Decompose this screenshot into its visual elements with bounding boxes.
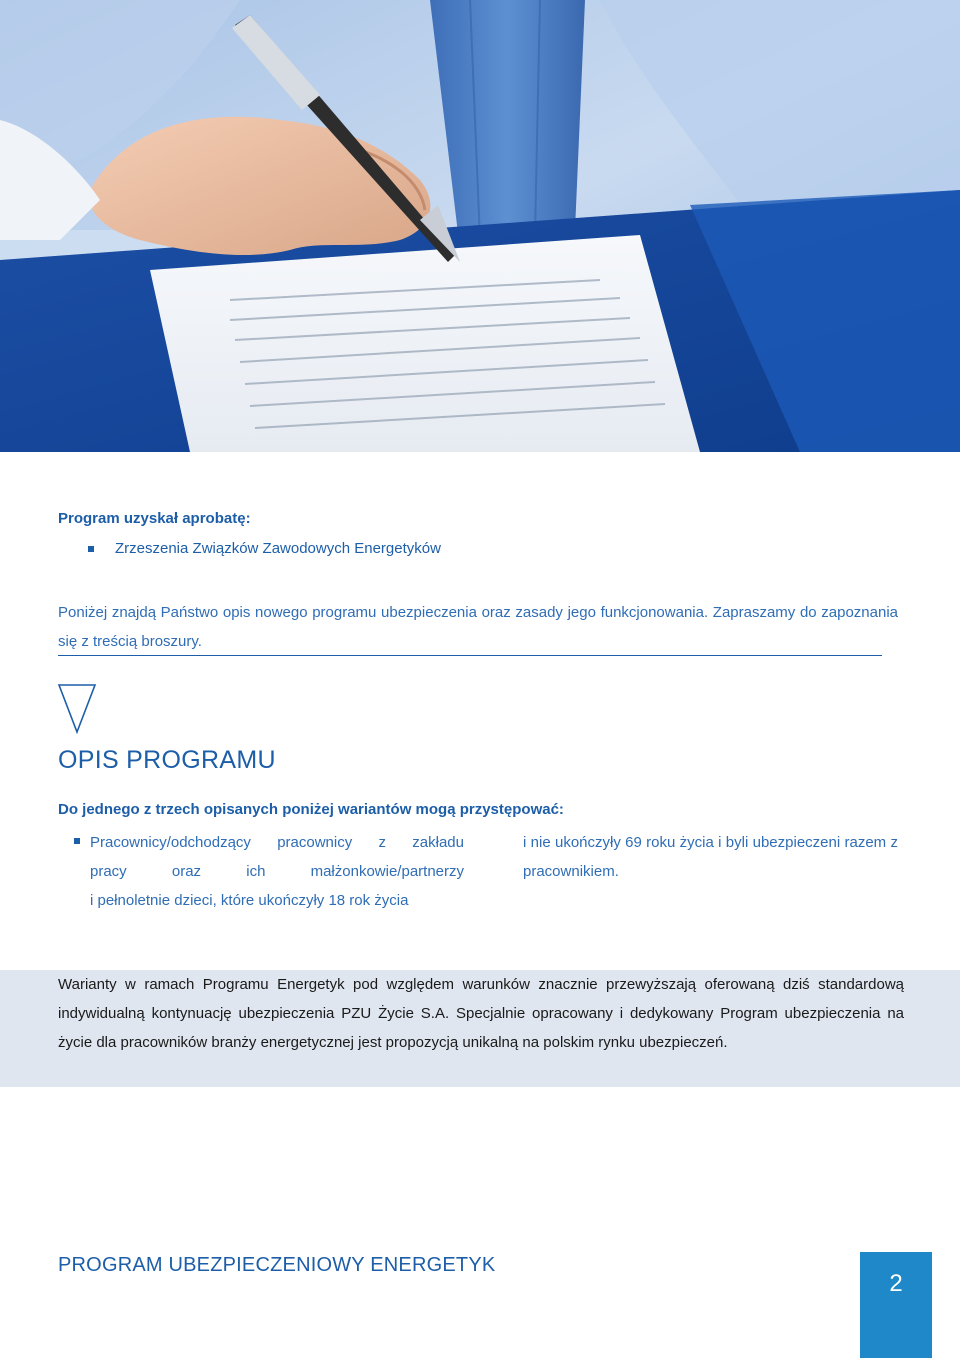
eligibility-line: pracy oraz ich małżonkowie/partnerzy	[90, 863, 464, 880]
document-signing-photo	[0, 0, 960, 452]
approval-item-text: Zrzeszenia Związków Zawodowych Energetyków	[115, 540, 441, 557]
intro-paragraph: Poniżej znajdą Państwo opis nowego programu ubezpieczenia oraz zasady jego funkcjonowania. Zapraszamy do zapoznania się z treścią broszury.	[58, 604, 898, 650]
approval-list-item	[88, 540, 441, 557]
square-bullet-icon	[74, 838, 80, 844]
divider	[58, 655, 882, 656]
footer-title: PROGRAM UBEZPIECZENIOWY ENERGETYK	[58, 1254, 496, 1276]
square-bullet-icon	[88, 546, 94, 552]
eligibility-continuation-text: i nie ukończyły 69 roku życia i byli ubezpieczeni razem z pracownikiem.	[523, 834, 898, 880]
eligibility-continuation	[523, 828, 898, 886]
eligibility-line: i pełnoletnie dzieci, które ukończyły 18 rok życia	[90, 892, 409, 909]
eligibility-line: Pracownicy/odchodzący pracownicy z zakładu	[90, 834, 464, 851]
info-box-text: Warianty w ramach Programu Energetyk pod względem warunków znacznie przewyższają oferowaną dziś standardową indywidualną kontynuację ubezpieczenia PZU Życie S.A. Specjalnie opracowany i dedykowany Program ubezpieczenia na życie dla pracowników branży energetycznej jest propozycją unikalną na polskim rynku ubezpieczeń.	[58, 976, 904, 1051]
eligibility-list-item	[72, 828, 464, 915]
triangle-down-icon	[58, 684, 96, 734]
page-number-box	[860, 1252, 932, 1358]
header-photo	[0, 0, 960, 452]
section-title: OPIS PROGRAMU	[58, 746, 276, 774]
approval-title: Program uzyskał aprobatę:	[58, 510, 251, 527]
eligibility-lead: Do jednego z trzech opisanych poniżej wariantów mogą przystępować:	[58, 801, 564, 818]
page-number: 2	[889, 1270, 903, 1297]
